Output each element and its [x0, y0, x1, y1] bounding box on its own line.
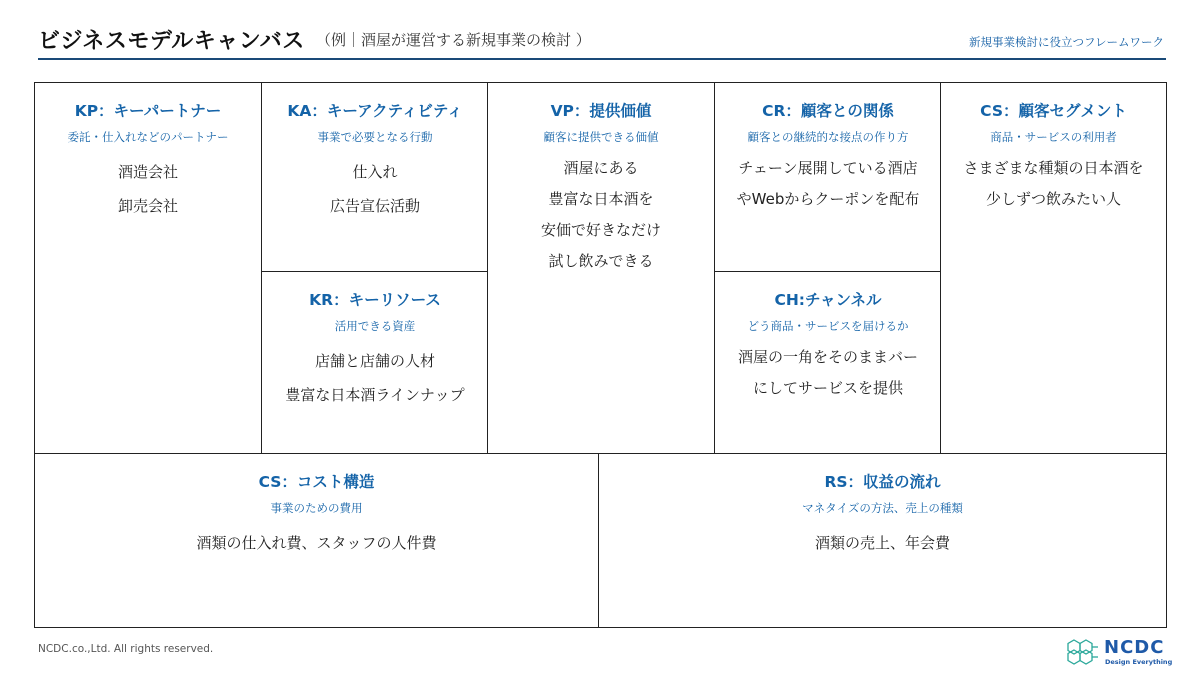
block-title: CH:チャンネル [774, 291, 882, 309]
block-item: チェーン展開している酒店 [738, 159, 918, 177]
ncdc-hexagon-logo-icon [1066, 638, 1100, 666]
block-item: 仕入れ [352, 163, 398, 181]
block-title: CS：顧客セグメント [980, 102, 1127, 120]
page-subtitle: （例｜酒屋が運営する新規事業の検討 ） [316, 31, 591, 49]
block-item: 卸売会社 [117, 197, 178, 215]
block-item: 少しずつ飲みたい人 [985, 190, 1121, 208]
block-key-partners [35, 83, 261, 453]
block-description: 商品・サービスの利用者 [990, 130, 1117, 144]
block-description: マネタイズの方法、売上の種類 [802, 501, 963, 515]
block-title: RS：収益の流れ [824, 473, 941, 491]
block-title: KA：キーアクティビティ [287, 102, 463, 120]
copyright-text: NCDC.co.,Ltd. All rights reserved. [38, 643, 214, 655]
framework-label: 新規事業検討に役立つフレームワーク [968, 35, 1164, 49]
business-model-canvas [34, 82, 1167, 628]
page-title: ビジネスモデルキャンバス [38, 29, 305, 54]
block-description: どう商品・サービスを届けるか [747, 319, 909, 333]
block-cost-structure [35, 454, 598, 628]
block-item: 酒屋にある [563, 159, 639, 177]
block-title: KP：キーパートナー [74, 102, 222, 120]
block-item: 酒類の売上、年会費 [814, 534, 950, 552]
block-item: さまざまな種類の日本酒を [963, 159, 1144, 177]
block-item: 酒造会社 [117, 163, 178, 181]
block-description: 事業のための費用 [270, 501, 363, 515]
block-item: 広告宣伝活動 [329, 197, 420, 215]
block-title: VP：提供価値 [550, 102, 652, 120]
block-key-resources [262, 272, 488, 453]
logo-wordmark: NCDC [1104, 637, 1165, 658]
block-title: CS：コスト構造 [258, 473, 375, 491]
block-title: KR：キーリソース [309, 291, 441, 309]
block-title: CR：顧客との関係 [762, 102, 894, 120]
ncdc-logo [1066, 637, 1176, 667]
block-key-activities [262, 83, 488, 271]
block-item: 酒類の仕入れ費、スタッフの人件費 [196, 534, 437, 552]
block-item: 店舗と店舗の人材 [314, 352, 435, 370]
block-customer-segments [941, 83, 1166, 453]
block-item: 豊富な日本酒を [548, 190, 654, 208]
block-item: 安価で好きなだけ [540, 221, 661, 239]
block-description: 委託・仕入れなどのパートナー [67, 130, 229, 144]
block-item: にしてサービスを提供 [752, 379, 903, 397]
block-description: 顧客に提供できる価値 [543, 130, 659, 144]
block-description: 顧客との継続的な接点の作り方 [747, 130, 909, 144]
block-customer-relationships [715, 83, 941, 271]
block-item: 試し飲みできる [548, 252, 654, 270]
page-header [38, 22, 1166, 56]
block-revenue-streams [599, 454, 1166, 628]
block-description: 活用できる資産 [334, 319, 416, 333]
title-divider [38, 58, 1166, 60]
block-channels [715, 272, 941, 453]
block-description: 事業で必要となる行動 [317, 130, 433, 144]
block-item: 酒屋の一角をそのままバー [737, 348, 918, 366]
block-item: 豊富な日本酒ラインナップ [285, 386, 465, 404]
block-value-propositions [488, 83, 714, 453]
logo-tagline: Design Everything [1105, 658, 1173, 666]
block-item: やWebからクーポンを配布 [736, 190, 920, 208]
